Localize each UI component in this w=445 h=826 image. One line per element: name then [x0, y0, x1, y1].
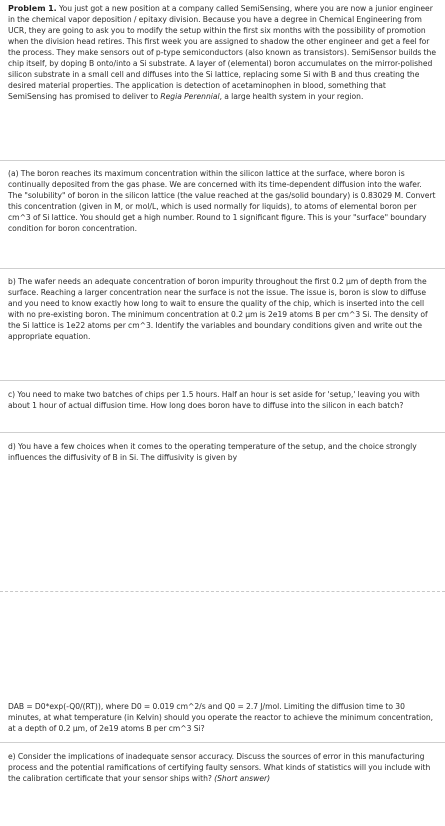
problem-title: Problem 1. — [8, 4, 57, 13]
part-e — [8, 751, 437, 784]
part-e-note: (Short answer) — [214, 774, 271, 783]
part-d-formula: DAB = D0*exp(-Q0/(RT)), where D0 = 0.019 cm^2/s and Q0 = 2.7 J/mol. Limiting the diffusion time to 30 minutes, at what temperature (in Kelvin) should you operate the reactor to achieve the minimum concentration, at a depth of 0.2 μm, of 2e19 atoms B per cm^3 Si? — [8, 702, 434, 733]
part-a: (a) The boron reaches its maximum concentration within the silicon lattice at the surface, where boron is continually deposited from the gas phase. We are concerned with its time-dependent diffusion into the wafer. The "solubility" of boron in the silicon lattice (the value reached at the gas/solid boundary) is 0.83029 M. Convert this concentration (given in M, or mol/L, which is used normally for liquids), to atoms of elemental boron per cm^3 of Si lattice. You should get a high number. Round to 1 significant figure. This is your "surface" boundary condition for boron concentration. — [8, 169, 436, 233]
part-b: b) The wafer needs an adequate concentration of boron impurity throughout the first 0.2 μm of depth from the surface. Reaching a larger concentration near the surface is not the issue. The issue is, boron is slow to diffuse and you need to know exactly how long to wait to ensure the quality of the chip, which is inserted into the cell with no pre-existing boron. The minimum concentration at 0.2 μm is 2e19 atoms B per cm^3 Si. The density of the Si lattice is 1e22 atoms per cm^3. Identify the variables and boundary conditions given and write out the appropriate equation. — [8, 277, 428, 341]
part-e-text: e) Consider the implications of inadequate sensor accuracy. Discuss the sources of error in this manufacturing process and the potential ramifications of certifying faulty sensors. What kinds of statistics will you include with the calibration certificate that your sensor ships with? — [8, 752, 431, 783]
section-divider — [0, 742, 445, 743]
part-d-intro: d) You have a few choices when it comes to the operating temperature of the setup, and the choice strongly influences the diffusivity of B in Si. The diffusivity is given by — [8, 442, 417, 462]
client-name: Regia Perennial — [160, 92, 220, 101]
missing-equation-divider — [0, 591, 445, 592]
section-divider — [0, 160, 445, 161]
part-c: c) You need to make two batches of chips per 1.5 hours. Half an hour is set aside for 'setup,' leaving you with about 1 hour of actual diffusion time. How long does boron have to diffuse into the silicon in each batch? — [8, 390, 420, 410]
section-divider — [0, 432, 445, 433]
problem-intro-text-b: , a large health system in your region. — [219, 92, 364, 101]
section-divider — [0, 268, 445, 269]
problem-intro — [8, 3, 437, 102]
section-divider — [0, 380, 445, 381]
problem-intro-text-a: You just got a new position at a company called SemiSensing, where you are now a junior engineer in the chemical vapor deposition / epitaxy division. Because you have a degree in Chemical Engineering from UCR, they are going to ask you to modify the setup within the first six months with the possibility of promotion when the division head retires. This first week you are assigned to shadow the other engineer and get a feel for the process. They make sensors out of p-type semiconductors (also known as transistors). SemiSensor builds the chip itself, by doping B onto/into a Si substrate. A layer of (elemental) boron accumulates on the mirror-polished silicon substrate in a small cell and diffuses into the Si lattice, replacing some Si with B and thus creating the desired material properties. The application is detection of acetaminophen in blood, something that SemiSensing has promised to deliver to — [8, 4, 437, 101]
